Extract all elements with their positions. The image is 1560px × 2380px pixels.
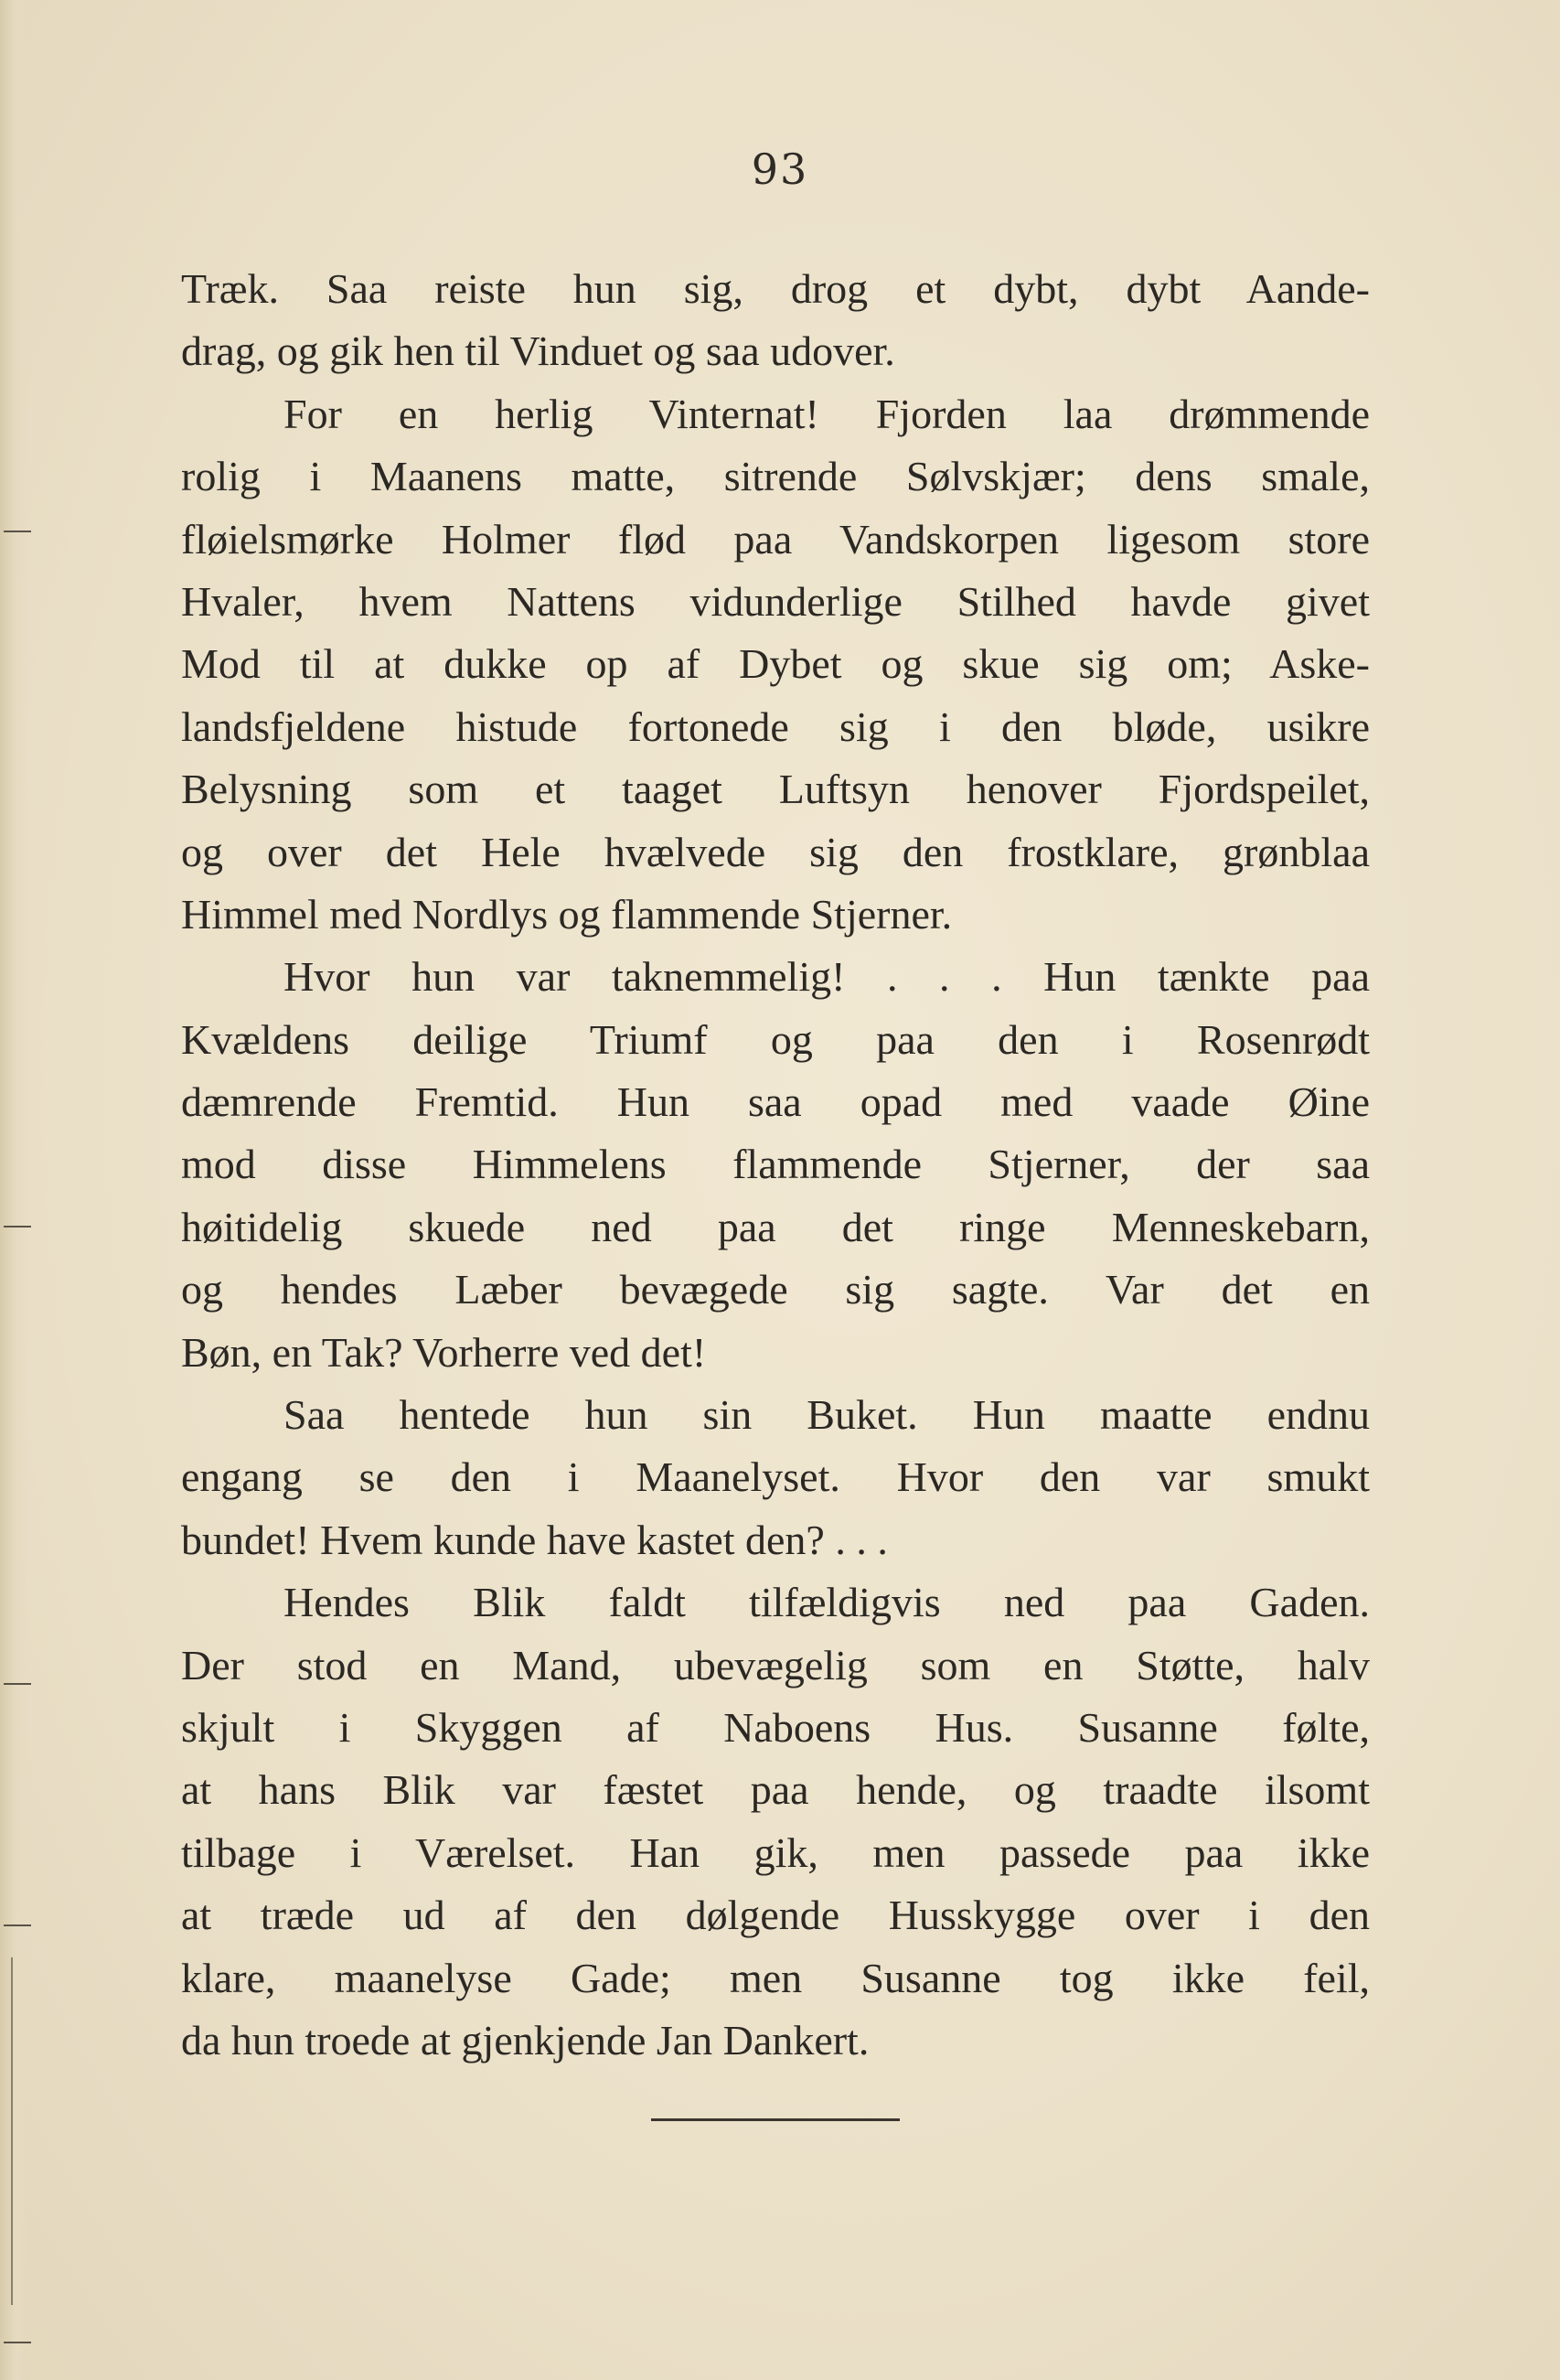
text-line: engang se den i Maanelyset. Hvor den var smukt — [181, 1453, 1370, 1501]
text-line: For en herlig Vinternat! Fjorden laa drømmende — [283, 390, 1370, 437]
text-line: rolig i Maanens matte, sitrende Sølvskjær; dens smale, — [181, 453, 1370, 500]
edge-mark — [4, 2342, 31, 2343]
text-line: Hendes Blik faldt tilfældigvis ned paa Gaden. — [283, 1579, 1370, 1626]
section-end-rule — [651, 2118, 900, 2121]
edge-mark — [4, 1683, 31, 1685]
text-line: skjult i Skyggen af Naboens Hus. Susanne følte, — [181, 1703, 1370, 1751]
page-number: 93 — [751, 145, 809, 194]
text-line: Kvældens deilige Triumf og paa den i Rosenrødt — [181, 1015, 1370, 1063]
text-line: bundet! Hvem kunde have kastet den? . . . — [181, 1516, 888, 1563]
text-line: at træde ud af den dølgende Husskygge over i den — [181, 1892, 1370, 1939]
body-text — [181, 258, 1370, 2072]
text-line: Hvaler, hvem Nattens vidunderlige Stilhed havde givet — [181, 577, 1370, 625]
edge-line — [11, 1957, 13, 2305]
text-line: mod disse Himmelens flammende Stjerner, der saa — [181, 1141, 1370, 1188]
text-line: Himmel med Nordlys og flammende Stjerner. — [181, 890, 953, 938]
edge-mark — [4, 531, 31, 532]
text-line: Træk. Saa reiste hun sig, drog et dybt, dybt Aande- — [181, 265, 1370, 312]
text-line: Mod til at dukke op af Dybet og skue sig om; Aske- — [181, 640, 1370, 688]
text-line: fløielsmørke Holmer flød paa Vandskorpen ligesom store — [181, 515, 1370, 563]
text-line: drag, og gik hen til Vinduet og saa udover. — [181, 327, 895, 375]
edge-mark — [4, 1924, 31, 1926]
text-line: da hun troede at gjenkjende Jan Dankert. — [181, 2016, 870, 2064]
binding-edge — [0, 0, 27, 2380]
text-line: dæmrende Fremtid. Hun saa opad med vaade Øine — [181, 1078, 1370, 1126]
text-line: og hendes Læber bevægede sig sagte. Var det en — [181, 1266, 1370, 1313]
text-line: tilbage i Værelset. Han gik, men passede paa ikke — [181, 1828, 1370, 1876]
text-line: Saa hentede hun sin Buket. Hun maatte endnu — [283, 1391, 1370, 1439]
text-line: høitidelig skuede ned paa det ringe Menneskebarn, — [181, 1203, 1370, 1250]
text-line: at hans Blik var fæstet paa hende, og traadte ilsomt — [181, 1766, 1370, 1814]
text-line: Bøn, en Tak? Vorherre ved det! — [181, 1328, 707, 1376]
text-line: Hvor hun var taknemmelig! . . . Hun tænkte paa — [283, 953, 1370, 1001]
text-line: Der stod en Mand, ubevægelig som en Støtte, halv — [181, 1641, 1370, 1689]
edge-mark — [4, 1226, 31, 1228]
text-line: klare, maanelyse Gade; men Susanne tog ikke feil, — [181, 1954, 1370, 2001]
text-line: og over det Hele hvælvede sig den frostklare, grønblaa — [181, 828, 1370, 875]
text-line: Belysning som et taaget Luftsyn henover Fjordspeilet, — [181, 766, 1370, 813]
text-line: landsfjeldene histude fortonede sig i den bløde, usikre — [181, 702, 1370, 750]
